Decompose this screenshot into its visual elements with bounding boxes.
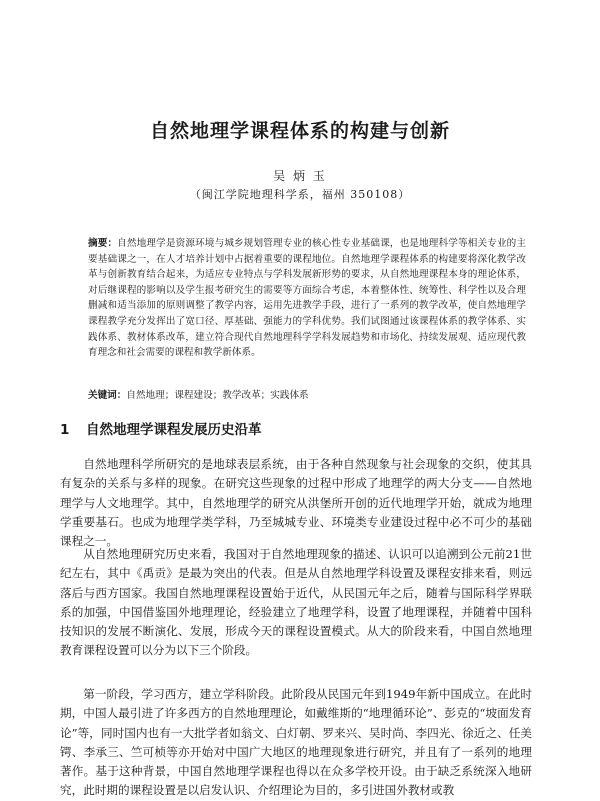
keywords bbox=[88, 389, 526, 403]
abstract-label: 摘要： bbox=[88, 238, 118, 249]
body-paragraph bbox=[60, 455, 532, 551]
body-paragraph bbox=[60, 545, 532, 661]
paragraph-3: 第一阶段，学习西方，建立学科阶段。此阶段从民国元年到1949年新中国成立。在此时期，中国人最引进了许多西方的自然地理理论，如戴维斯的“地理循环论”、彭克的“坡面发育论”等，同时国内也有一大批学者如翁文、白灯朝、罗来兴、吴时尚、李四光、徐近之、任美锷、李承三、竺可桢等亦开始对中国广大地区的地理现象进行研究，并且有了一系列的地理著作。基于这种背景，中国自然地理学课程也得以在众多学校开设。由于缺乏系统深入地研究，此时期的课程设置是以启发认识、介绍理论为目的，多引进国外教材或教 bbox=[60, 687, 532, 798]
keywords-text: 自然地理；课程建设；教学改革；实践体系 bbox=[126, 390, 309, 401]
article-author: 吴 炳 玉 bbox=[273, 169, 327, 183]
section-heading bbox=[60, 418, 262, 438]
paragraph-2: 从自然地理研究历史来看，我国对于自然地理现象的描述、认识可以追溯到公元前21世纪左右，其中《禹贡》是最为突出的代表。但是从自然地理学科设置及课程安排来看，则远落后与西方国家。我国自然地理课程设置始于近代，从民国元年之后，随着与国际科学界联系的加强，中国借鉴国外地理理论，经验建立了地理学科，设置了地理课程，并随着中国科技知识的发展不断演化、发展，形成今天的课程设置模式。从大的阶段来看，中国自然地理教育课程设置可以分为以下三个阶段。 bbox=[60, 547, 532, 658]
section-title: 自然地理学课程发展历史沿革 bbox=[86, 422, 262, 438]
section-number: 1 bbox=[60, 422, 70, 438]
keywords-label: 关键词： bbox=[88, 390, 127, 401]
abstract bbox=[88, 236, 526, 361]
article-title: 自然地理学课程体系的构建与创新 bbox=[149, 120, 450, 142]
article-affiliation: （闽江学院地理科学系，福州 350108） bbox=[189, 188, 411, 201]
paragraph-1: 自然地理科学所研究的是地球表层系统，由于各种自然现象与社会现象的交织，使其具有复杂的关系与多样的现象。在研究这些现象的过程中形成了地理学的两大分支——自然地理学与人文地理学。其中，自然地理学的研究从洪堡所开创的近代地理学开始，就成为地理学重要基石。也成为地理学类学科，乃至城城专业、环境类专业建设过程中必不可少的基础课程之一。 bbox=[60, 457, 532, 549]
body-paragraph bbox=[60, 685, 532, 801]
abstract-text: 自然地理学是资源环境与城乡规划管理专业的核心性专业基础课，也是地理科学等相关专业的主要基础课之一，在人才培养计划中占据着重要的课程地位。自然地理学课程体系的构建要将深化教学改革与创新教育结合起来，为适应专业特点与学科发展新形势的要求，从自然地理课程本身的理论体系，对后继课程的影响以及学生报考研究生的需要等方面综合考虑，本着整体性、统筹性、科学性以及合理删减和适当添加的原则调整了教学内容，运用先进教学手段，进行了一系列的教学改革，使自然地理学课程教学充分发挥出了宽口径、厚基础、强能力的学科优势。我们试图通过该课程体系的教学体系、实践体系、教材体系改革，建立符合现代自然地理科学学科发展趋势和市场化、持续发展观、适应现代教育理念和社会需要的课程和教学新体系。 bbox=[88, 238, 527, 359]
